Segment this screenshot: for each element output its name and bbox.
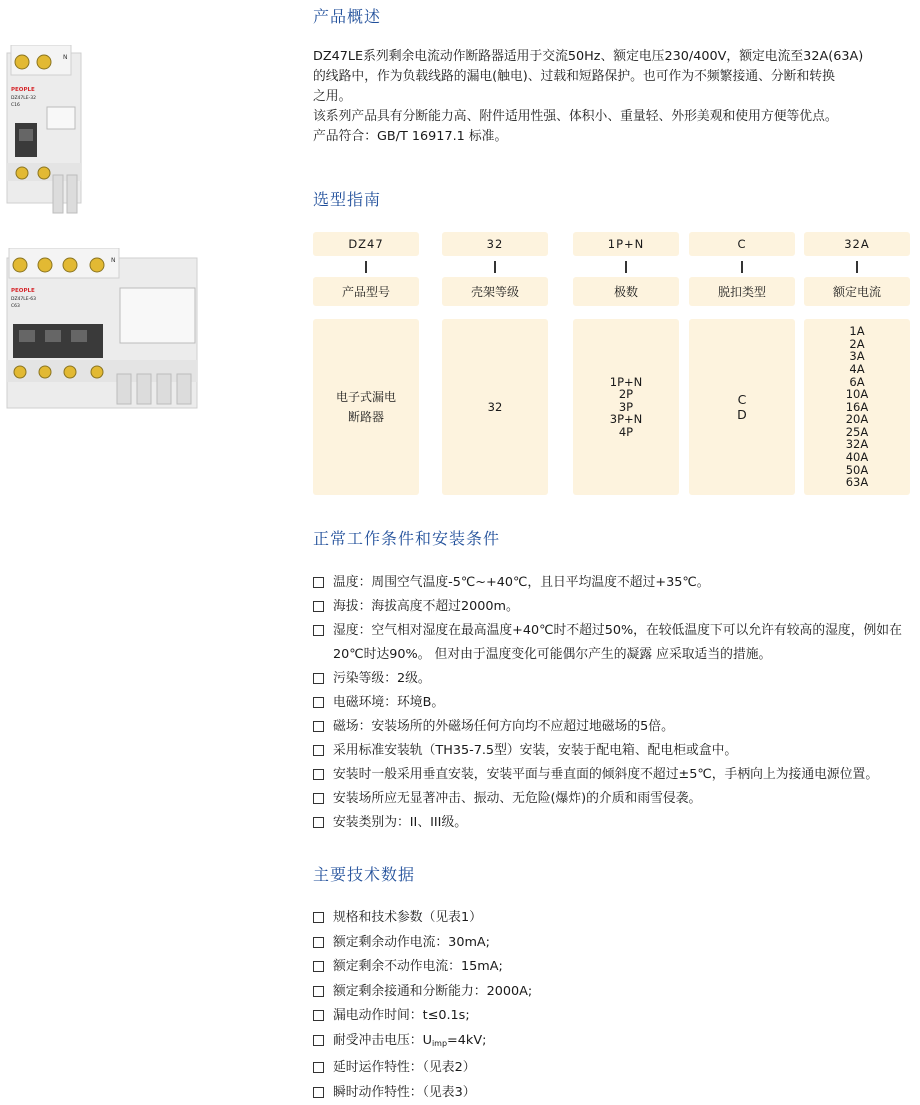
checkbox-icon <box>313 601 324 612</box>
option: 2A <box>849 336 865 351</box>
options-box <box>573 319 679 495</box>
list-item: 安装时一般采用垂直安装，安装平面与垂直面的倾斜度不超过±5℃，手柄向上为接通电源位置。 <box>313 763 913 787</box>
checkbox-icon <box>313 1087 324 1098</box>
options-box <box>313 319 419 495</box>
options-box <box>804 319 910 495</box>
list-item: 规格和技术参数（见表1） <box>313 906 913 931</box>
conditions-heading: 正常工作条件和安装条件 <box>313 529 501 548</box>
checkbox-icon <box>313 817 324 828</box>
option: 1P+N <box>609 374 643 389</box>
overview-text <box>313 47 903 147</box>
overview-line: 之用。 <box>313 89 352 104</box>
option: 2P <box>618 387 634 402</box>
option: 10A <box>845 387 869 402</box>
label-box: 额定电流 <box>804 277 910 306</box>
checkbox-icon <box>313 577 324 588</box>
list-item: 漏电动作时间：t≤0.1s; <box>313 1004 913 1029</box>
list-item: 瞬时动作特性：（见表3） <box>313 1081 913 1105</box>
option: 3A <box>849 349 865 364</box>
list-item: 磁场：安装场所的外磁场任何方向均不应超过地磁场的5倍。 <box>313 715 913 739</box>
list-item: 电磁环境：环境B。 <box>313 691 913 715</box>
selection-column-model <box>313 232 419 495</box>
selection-column-frame <box>442 232 548 495</box>
overview-line: 产品符合：GB/T 16917.1 标准。 <box>313 129 508 144</box>
code-box: C <box>689 232 795 256</box>
label-box: 极数 <box>573 277 679 306</box>
option: 1A <box>849 324 865 339</box>
checkbox-icon <box>313 912 324 923</box>
terminal-n-top: N <box>63 54 68 61</box>
checkbox-icon <box>313 1010 324 1021</box>
list-item: 延时运作特性：（见表2） <box>313 1056 913 1081</box>
technical-list <box>313 906 913 1105</box>
model-bottom: DZ47LE-63 <box>11 297 36 302</box>
checkbox-icon <box>313 697 324 708</box>
option: 4P <box>618 424 634 439</box>
conditions-list <box>313 571 913 835</box>
option: 50A <box>845 462 869 477</box>
checkbox-icon <box>313 625 324 636</box>
selection-column-trip-type <box>689 232 795 495</box>
connector-tick <box>741 261 743 273</box>
terminal-n-bottom: N <box>111 257 116 264</box>
checkbox-icon <box>313 986 324 997</box>
brand-logo-top: PEOPLE <box>11 87 35 93</box>
checkbox-icon <box>313 745 324 756</box>
option: 6A <box>849 374 865 389</box>
connector-tick <box>856 261 858 273</box>
brand-logo-bottom: PEOPLE <box>11 288 35 294</box>
selection-column-rated-current <box>804 232 910 495</box>
option: 32A <box>845 437 869 452</box>
checkbox-icon <box>313 673 324 684</box>
technical-heading: 主要技术数据 <box>313 865 416 884</box>
uimp-label: 耐受冲击电压：U <box>333 1032 432 1048</box>
checkbox-icon <box>313 793 324 804</box>
code-box: 32 <box>442 232 548 256</box>
list-item: 额定剩余接通和分断能力：2000A; <box>313 980 913 1005</box>
rating-top: C16 <box>11 103 20 108</box>
list-item: 湿度：空气相对湿度在最高温度+40℃时不超过50%，在较低温度下可以允许有较高的湿度，例如在20℃时达90%。 但对由于温度变化可能偶尔产生的凝露 应采取适当的措施。 <box>313 619 913 667</box>
selection-heading: 选型指南 <box>313 190 382 209</box>
list-item: 额定剩余动作电流：30mA; <box>313 931 913 956</box>
list-item: 海拔：海拔高度不超过2000m。 <box>313 595 913 619</box>
checkbox-icon <box>313 961 324 972</box>
checkbox-icon <box>313 1035 324 1046</box>
option: 3P+N <box>609 412 643 427</box>
option: D <box>737 407 747 422</box>
checkbox-icon <box>313 769 324 780</box>
uimp-value: =4kV; <box>447 1032 487 1048</box>
overview-line: DZ47LE系列剩余电流动作断路器适用于交流50Hz、额定电压230/400V，额定电流至32A(63A) <box>313 49 864 64</box>
rating-bottom: C63 <box>11 304 20 309</box>
checkbox-icon <box>313 1062 324 1073</box>
checkbox-icon <box>313 937 324 948</box>
option: 3P <box>618 399 634 414</box>
list-item <box>313 1029 913 1057</box>
option: C <box>737 392 747 407</box>
breaker-image-2p <box>5 45 95 215</box>
options-box <box>442 319 548 495</box>
overview-heading: 产品概述 <box>313 7 382 26</box>
option: 20A <box>845 412 869 427</box>
option: 40A <box>845 450 869 465</box>
model-top: DZ47LE-32 <box>11 96 36 101</box>
label-box: 脱扣类型 <box>689 277 795 306</box>
list-item: 安装类别为：II、III级。 <box>313 811 913 835</box>
code-box: 32A <box>804 232 910 256</box>
options-box <box>689 319 795 495</box>
connector-tick <box>625 261 627 273</box>
option: 电子式漏电 <box>335 390 396 404</box>
list-item: 温度：周围空气温度-5℃~+40℃，且日平均温度不超过+35℃。 <box>313 571 913 595</box>
selection-column-poles <box>573 232 679 495</box>
overview-line: 的线路中，作为负载线路的漏电(触电)、过载和短路保护。也可作为不频繁接通、分断和转换 <box>313 69 835 84</box>
list-item: 采用标准安装轨（TH35-7.5型）安装，安装于配电箱、配电柜或盒中。 <box>313 739 913 763</box>
connector-tick <box>365 261 367 273</box>
option: 63A <box>845 475 869 490</box>
code-box: DZ47 <box>313 232 419 256</box>
list-item: 污染等级：2级。 <box>313 667 913 691</box>
code-box: 1P+N <box>573 232 679 256</box>
checkbox-icon <box>313 721 324 732</box>
connector-tick <box>494 261 496 273</box>
list-item: 额定剩余不动作电流：15mA; <box>313 955 913 980</box>
option: 断路器 <box>347 410 384 424</box>
overview-line: 该系列产品具有分断能力高、附件适用性强、体积小、重量轻、外形美观和使用方便等优点。 <box>313 109 838 124</box>
breaker-image-4p <box>5 248 210 413</box>
label-box: 产品型号 <box>313 277 419 306</box>
label-box: 壳架等级 <box>442 277 548 306</box>
list-item: 安装场所应无显著冲击、振动、无危险(爆炸)的介质和雨雪侵袭。 <box>313 787 913 811</box>
option: 25A <box>845 424 869 439</box>
option: 4A <box>849 361 865 376</box>
option: 16A <box>845 399 869 414</box>
uimp-subscript: imp <box>431 1038 448 1048</box>
option: 32 <box>487 399 503 414</box>
